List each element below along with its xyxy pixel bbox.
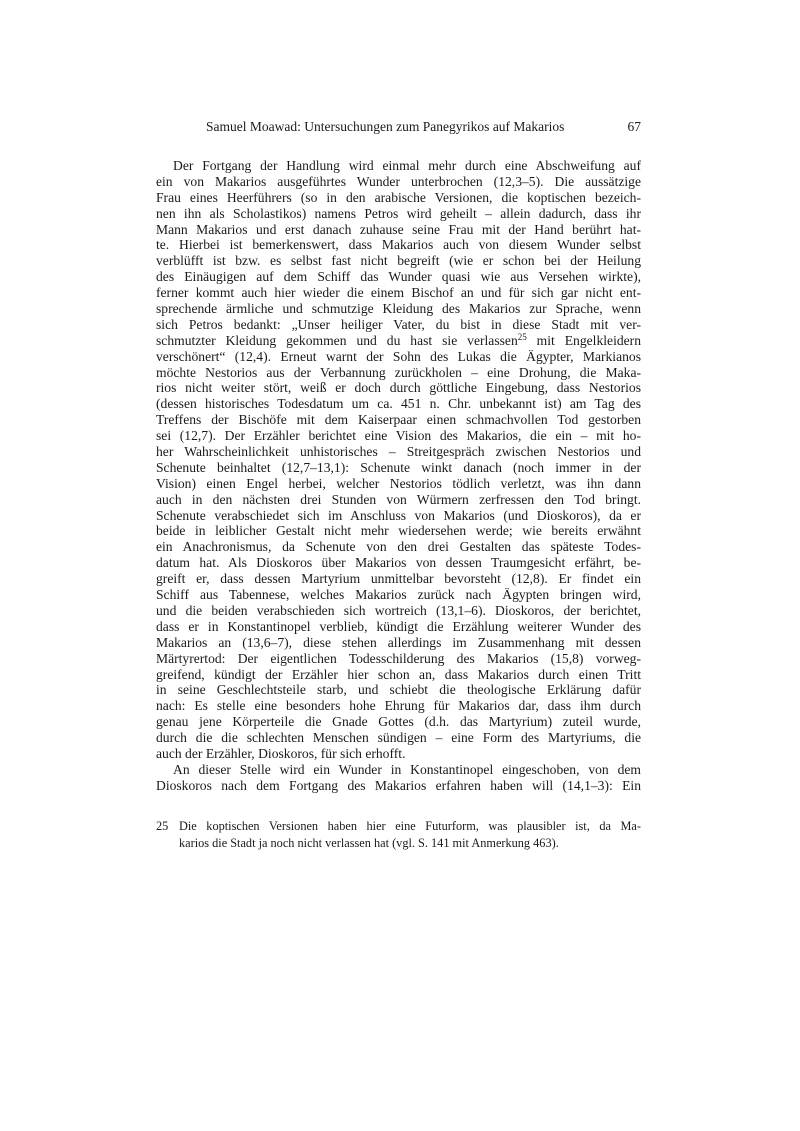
text-line: genau jene Körperteile die Gnade Gottes (d.h. das Martyrium) zuteil wurde, [156,714,641,730]
text-line: An dieser Stelle wird ein Wunder in Konstantinopel eingeschoben, von dem [173,761,641,777]
text-line: Der Fortgang der Handlung wird einmal mehr durch eine Abschweifung auf [173,158,641,173]
page-number: 67 [627,119,641,134]
text-line: Schenute beinhaltet (12,7–13,1): Schenute winkt danach (noch immer in der [156,459,641,475]
text-line: greift er, dass dessen Martyrium unmittelbar bevorsteht (12,8). Er findet ein [156,571,641,587]
text-line: Frau eines Heerführers (so in den arabische Versionen, die koptischen bezeich- [156,189,641,205]
text-line: ein von Makarios ausgeführtes Wunder unterbrochen (12,3–5). Die aussätzige [156,173,641,189]
text-line: durch die die schlechten Menschen sündigen – eine Form des Martyriums, die [156,730,641,746]
text-line: sich Petros bedankt: „Unser heiliger Vater, du bist in diese Stadt mit ver- [156,316,641,332]
text-segment: schmutzter Kleidung gekommen und du hast sie verlassen [156,332,518,348]
text-line: Treffens der Bischöfe mit dem Kaiserpaar einen schmachvollen Tod gestorben [156,412,641,428]
text-line: her Wahrscheinlichkeit unhistorisches – Streitgespräch zwischen Nestorios und [156,444,641,460]
text-line: auch der Erzähler, Dioskoros, für sich erhofft. [156,745,406,761]
text-line: nen ihn als Scholastikos) namens Petros wird geheilt – allein dadurch, dass ihr [156,205,641,221]
text-line: Vision) einen Engel herbei, welcher Nestorios tödlich verletzt, was ihn dann [156,475,641,491]
text-line: Mann Makarios und erst danach zuhause seine Frau mit der Hand berührt hat- [156,221,641,237]
text-line: sprechende ärmliche und schmutzige Kleidung des Makarios zur Sprache, wenn [156,301,641,317]
text-line: verblüfft ist bzw. es selbst fast nicht begreift (wie er schon bei der Heilung [156,253,641,269]
text-line: Makarios an (13,6–7), diese stehen allerdings im Zusammenhang mit dessen [156,634,641,650]
text-line: des Einäugigen auf dem Schiff das Wunder quasi wie aus Versehen wirkte), [156,269,641,285]
text-line: ein Anachronismus, da Schenute von den drei Gestalten das späteste Todes- [156,539,641,555]
text-line: beide in leiblicher Gestalt nicht mehr wiedersehen werde; wie bereits erwähnt [156,523,641,539]
footnote-25 [156,818,641,851]
footnote-number: 25 [156,819,169,833]
text-line: te. Hierbei ist bemerkenswert, dass Makarios auch von diesem Wunder selbst [156,237,641,253]
text-line: möchte Nestorios aus der Verbannung zurückholen – eine Drohung, die Maka- [156,364,641,380]
footnotes [156,818,641,851]
text-line: ferner kommt auch hier wieder die einem Bischof an und für sich gar nicht ent- [156,285,641,301]
text-line: Märtyrertod: Der eigentlichen Todesschilderung des Makarios (15,8) vorweg- [156,650,641,666]
text-line: datum hat. Als Dioskoros über Makarios von dessen Traumgesicht erfährt, be- [156,555,641,571]
footnote-line: Die koptischen Versionen haben hier eine Futurform, was plausibler ist, da Ma- [179,819,641,833]
text-line: greifend, kündigt der Erzähler hier schon an, dass Makarios durch einen Tritt [156,666,641,682]
body-text [156,158,641,794]
text-line: dass er in Konstantinopel verblieb, kündigt die Erzählung weiterer Wunder des [156,618,641,634]
footnote-line: karios die Stadt ja noch nicht verlassen hat (vgl. S. 141 mit Anmerkung 463). [179,835,559,850]
text-line: rios nicht weiter stört, weiß er doch durch göttliche Eingebung, dass Nestorios [156,380,641,396]
text-line: nach: Es stelle eine besonders hohe Ehrung für Makarios dar, dass ihm durch [156,698,641,714]
text-line [156,333,641,349]
footnote-ref-25[interactable]: 25 [517,331,527,342]
text-line: sei (12,7). Der Erzähler berichtet eine Vision des Makarios, die ein – mit ho- [156,428,641,444]
text-line: Dioskoros nach dem Fortgang des Makarios erfahren haben will (14,1–3): Ein [156,777,641,793]
text-segment: mit Engelkleidern [526,332,641,348]
text-line: in seine Geschlechtsteile starb, und schiebt die theologische Erklärung dafür [156,682,641,698]
text-line: und die beiden verabschieden sich wortreich (13,1–6). Dioskoros, der berichtet, [156,602,641,618]
text-line: Schenute verabschiedet sich im Anschluss von Makarios (und Dioskoros), da er [156,507,641,523]
text-line: (dessen historisches Todesdatum um ca. 451 n. Chr. unbekannt ist) am Tag des [156,396,641,412]
text-line: auch in den nächsten drei Stunden von Würmern zerfressen den Tod bringt. [156,491,641,507]
running-title: Samuel Moawad: Untersuchungen zum Panegyrikos auf Makarios [206,119,565,134]
text-line: verschönert“ (12,4). Erneut warnt der Sohn des Lukas die Ägypter, Markianos [156,348,641,364]
text-line: Schiff aus Tabennese, welches Makarios zurück nach Ägypten bringen wird, [156,587,641,603]
